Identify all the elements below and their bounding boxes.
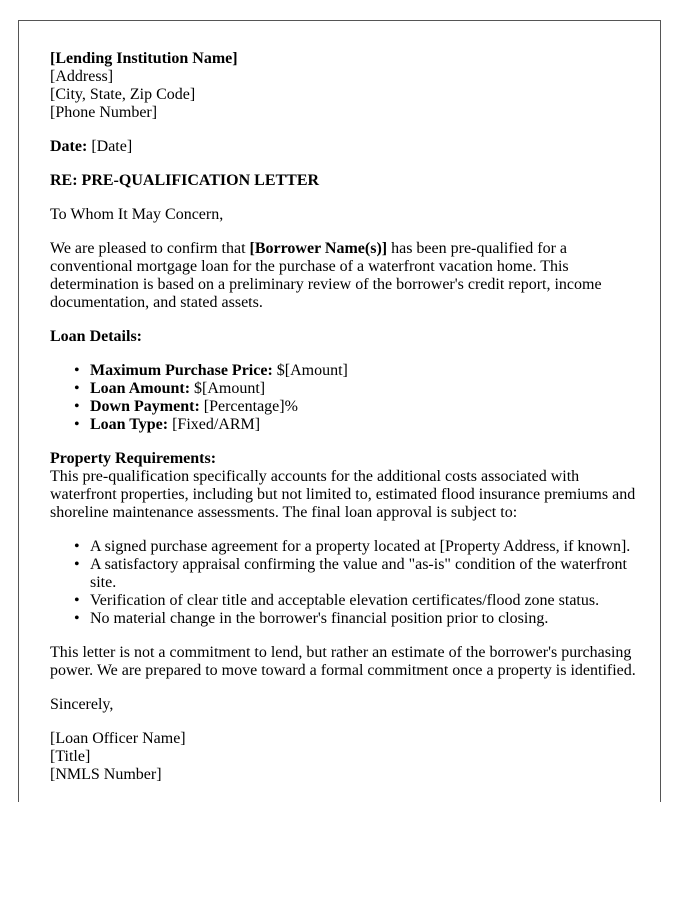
signature-block [50, 730, 640, 784]
loan-detail-label: Maximum Purchase Price: [90, 362, 273, 379]
property-requirements-heading: Property Requirements: [50, 450, 217, 467]
loan-officer-title: [Title] [50, 748, 91, 765]
list-item [74, 398, 640, 416]
nmls-number: [NMLS Number] [50, 766, 162, 783]
list-item [74, 380, 640, 398]
bullet-icon: • [74, 592, 80, 609]
list-item [74, 362, 640, 380]
letterhead [50, 50, 640, 122]
requirement-text: A signed purchase agreement for a property located at [Property Address, if known]. [90, 538, 631, 555]
bullet-icon: • [74, 610, 80, 627]
institution-phone: [Phone Number] [50, 104, 158, 121]
list-item [74, 610, 640, 628]
loan-officer-name: [Loan Officer Name] [50, 730, 186, 747]
intro-paragraph [50, 240, 640, 312]
borrower-name: [Borrower Name(s)] [249, 240, 388, 257]
intro-text-before: We are pleased to confirm that [50, 240, 250, 257]
requirement-text: No material change in the borrower's financial position prior to closing. [90, 610, 549, 627]
bullet-icon: • [74, 556, 80, 573]
closing-paragraph: This letter is not a commitment to lend, but rather an estimate of the borrower's purchasing power. We are prepared to move toward a formal commitment once a property is identified. [50, 644, 636, 679]
bullet-icon: • [74, 538, 80, 555]
date-line [50, 138, 640, 156]
bullet-icon: • [74, 398, 80, 415]
loan-detail-value: [Percentage]% [199, 398, 298, 415]
property-requirements-text: This pre-qualification specifically accounts for the additional costs associated with waterfront properties, including but not limited to, estimated flood insurance premiums and shoreline maintenance assessments. The final loan approval is subject to: [50, 468, 636, 521]
salutation: To Whom It May Concern, [50, 206, 224, 223]
bullet-icon: • [74, 362, 80, 379]
loan-details-list [50, 362, 640, 434]
loan-detail-label: Down Payment: [90, 398, 200, 415]
list-item [74, 592, 640, 610]
institution-address: [Address] [50, 68, 114, 85]
requirement-text: Verification of clear title and acceptable elevation certificates/flood zone status. [90, 592, 600, 609]
loan-detail-label: Loan Type: [90, 416, 169, 433]
list-item [74, 416, 640, 434]
institution-name: [Lending Institution Name] [50, 50, 238, 67]
institution-city-state-zip: [City, State, Zip Code] [50, 86, 196, 103]
loan-detail-value: $[Amount] [190, 380, 266, 397]
letter-page [18, 20, 661, 802]
date-value: [Date] [87, 138, 133, 155]
loan-detail-value: [Fixed/ARM] [168, 416, 261, 433]
intro-text-after: has been pre-qualified for a conventional mortgage loan for the purchase of a waterfront vacation home. This determination is based on a preliminary review of the borrower's credit report, income documentation, and stated assets. [50, 240, 602, 311]
loan-details-heading: Loan Details: [50, 328, 142, 345]
signoff: Sincerely, [50, 696, 114, 713]
letter-body [50, 50, 640, 784]
list-item [74, 556, 640, 592]
list-item [74, 538, 640, 556]
date-label: Date: [50, 138, 88, 155]
loan-detail-value: $[Amount] [272, 362, 348, 379]
requirement-text: A satisfactory appraisal confirming the value and "as-is" condition of the waterfront site. [90, 556, 627, 591]
property-requirements-list [50, 538, 640, 628]
subject-line: RE: PRE-QUALIFICATION LETTER [50, 172, 320, 189]
bullet-icon: • [74, 380, 80, 397]
loan-detail-label: Loan Amount: [90, 380, 191, 397]
bullet-icon: • [74, 416, 80, 433]
